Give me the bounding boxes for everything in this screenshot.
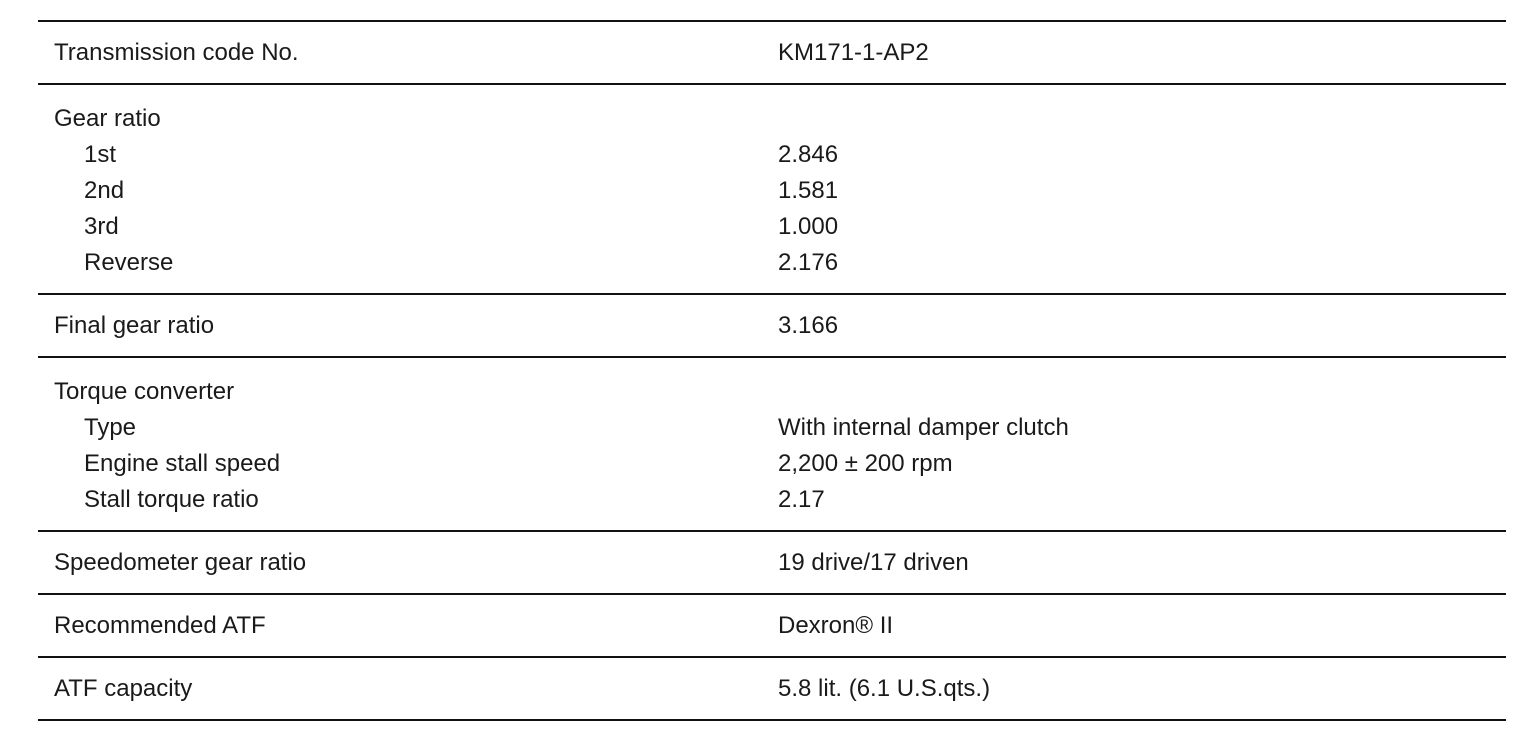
torque-converter-labels xyxy=(38,374,778,518)
torque-converter-values xyxy=(778,374,1506,518)
torque-converter-heading: Torque converter xyxy=(54,378,235,405)
atf-capacity-label: ATF capacity xyxy=(54,674,193,702)
table-rule xyxy=(38,719,1506,721)
table-row xyxy=(38,658,1506,719)
spec-table xyxy=(38,20,1506,721)
table-row xyxy=(38,85,1506,293)
table-row xyxy=(38,532,1506,593)
gear-reverse-value: 2.176 xyxy=(778,249,839,276)
speedometer-gear-ratio-value: 19 drive/17 driven xyxy=(778,548,969,576)
spacer xyxy=(778,101,1506,137)
final-gear-ratio-label: Final gear ratio xyxy=(54,311,215,339)
final-gear-ratio-value: 3.166 xyxy=(778,311,839,339)
gear-3rd-value: 1.000 xyxy=(778,213,839,240)
gear-ratio-heading: Gear ratio xyxy=(54,105,161,132)
gear-ratio-labels xyxy=(38,101,778,281)
table-row xyxy=(38,295,1506,356)
spacer xyxy=(778,374,1506,410)
transmission-code-value: KM171-1-AP2 xyxy=(778,38,929,66)
engine-stall-speed-label: Engine stall speed xyxy=(84,450,281,477)
gear-2nd-value: 1.581 xyxy=(778,177,839,204)
transmission-code-label: Transmission code No. xyxy=(54,38,299,66)
stall-torque-ratio-value: 2.17 xyxy=(778,486,825,513)
table-row xyxy=(38,358,1506,530)
torque-type-value: With internal damper clutch xyxy=(778,414,1069,441)
gear-ratio-values xyxy=(778,101,1506,281)
engine-stall-speed-value: 2,200 ± 200 rpm xyxy=(778,450,953,477)
recommended-atf-label: Recommended ATF xyxy=(54,611,266,639)
stall-torque-ratio-label: Stall torque ratio xyxy=(84,486,259,513)
gear-3rd-label: 3rd xyxy=(84,213,119,240)
atf-capacity-value: 5.8 lit. (6.1 U.S.qts.) xyxy=(778,674,991,702)
gear-1st-value: 2.846 xyxy=(778,141,839,168)
table-row xyxy=(38,595,1506,656)
gear-1st-label: 1st xyxy=(84,141,117,168)
gear-reverse-label: Reverse xyxy=(84,249,174,276)
recommended-atf-value: Dexron® II xyxy=(778,611,894,639)
torque-type-label: Type xyxy=(84,414,137,441)
speedometer-gear-ratio-label: Speedometer gear ratio xyxy=(54,548,307,576)
gear-2nd-label: 2nd xyxy=(84,177,125,204)
table-row xyxy=(38,22,1506,83)
